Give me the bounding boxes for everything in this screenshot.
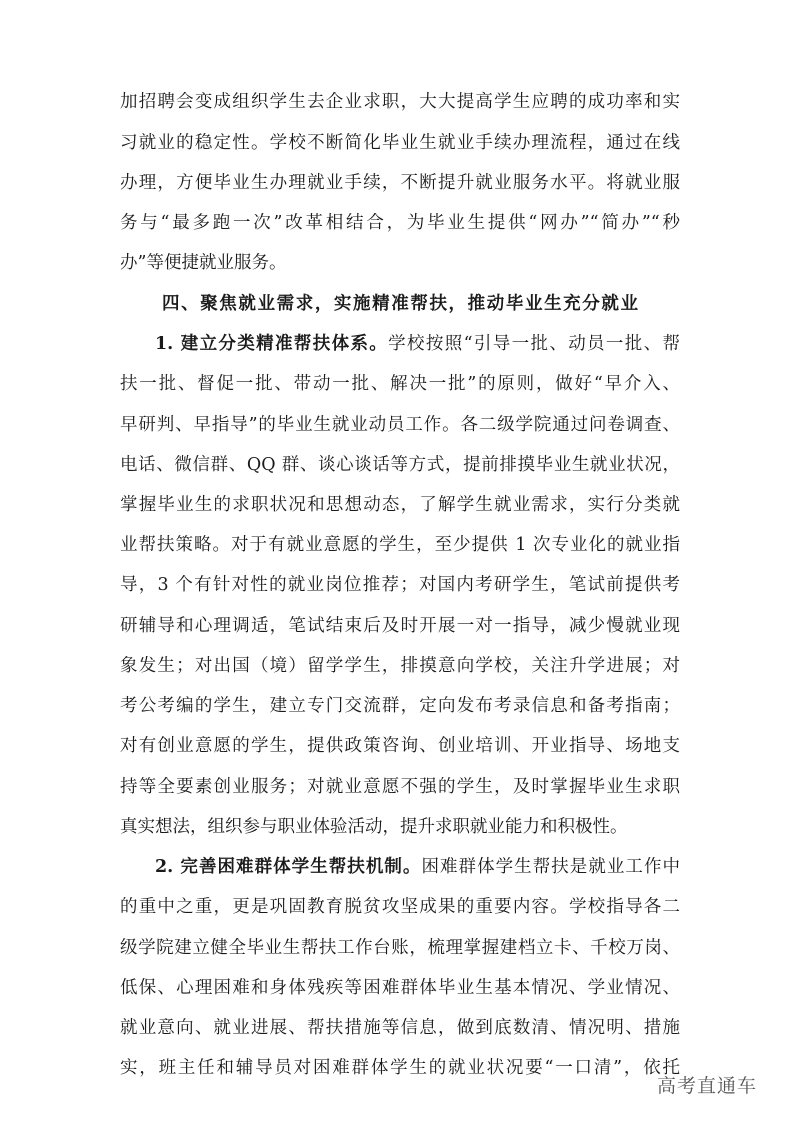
text-line: 象发生；对出国（境）留学学生，排摸意向学校，关注升学进展；对	[120, 656, 680, 676]
text-line: 导，3 个有针对性的就业岗位推荐；对国内考研学生，笔试前提供考	[120, 575, 680, 595]
text-line: 研辅导和心理调适，笔试结束后及时开展一对一指导，减少慢就业现	[120, 616, 680, 636]
subsection-text: 困难群体学生帮扶是就业工作中	[421, 857, 680, 877]
text-line: 电话、微信群、QQ 群、谈心谈话等方式，提前排摸毕业生就业状况，	[120, 455, 680, 475]
text-line: 办理，方便毕业生办理就业手续，不断提升就业服务水平。将就业服	[120, 173, 680, 193]
text-line: 扶一批、督促一批、带动一批、解决一批”的原则，做好“早介入、	[120, 374, 680, 394]
text-line: 级学院建立健全毕业生帮扶工作台账，梳理掌握建档立卡、千校万岗、	[120, 938, 680, 958]
subsection-text: 学校按照“引导一批、动员一批、帮	[388, 334, 680, 354]
text-line: 持等全要素创业服务；对就业意愿不强的学生，及时掌握毕业生求职	[120, 777, 680, 797]
section-heading: 四、聚焦就业需求，实施精准帮扶，推动毕业生充分就业	[162, 294, 638, 314]
text-line: 的重中之重，更是巩固教育脱贫攻坚成果的重要内容。学校指导各二	[120, 897, 680, 917]
text-line: 加招聘会变成组织学生去企业求职，大大提高学生应聘的成功率和实	[120, 92, 680, 112]
watermark: 高考直通车	[657, 1075, 758, 1097]
subsection-first-line	[155, 332, 680, 356]
text-line: 办”等便捷就业服务。	[120, 253, 287, 273]
text-line: 考公考编的学生，建立专门交流群，定向发布考录信息和备考指南；	[120, 696, 680, 716]
text-line: 对有创业意愿的学生，提供政策咨询、创业培训、开业指导、场地支	[120, 736, 680, 756]
subsection-title: 1. 建立分类精准帮扶体系。	[155, 334, 389, 354]
text-line: 业帮扶策略。对于有就业意愿的学生，至少提供 1 次专业化的就业指	[120, 535, 680, 555]
subsection-first-line	[155, 855, 680, 879]
text-line: 习就业的稳定性。学校不断简化毕业生就业手续办理流程，通过在线	[120, 133, 680, 153]
text-line: 低保、心理困难和身体残疾等困难群体毕业生基本情况、学业情况、	[120, 978, 680, 998]
subsection-title: 2. 完善困难群体学生帮扶机制。	[155, 857, 422, 877]
text-line: 实，班主任和辅导员对困难群体学生的就业状况要“一口清”，依托	[120, 1058, 680, 1078]
text-line: 就业意向、就业进展、帮扶措施等信息，做到底数清、情况明、措施	[120, 1018, 680, 1038]
text-line: 掌握毕业生的求职状况和思想动态，了解学生就业需求，实行分类就	[120, 495, 680, 515]
text-line: 真实想法，组织参与职业体验活动，提升求职就业能力和积极性。	[120, 817, 628, 837]
text-line: 务与“最多跑一次”改革相结合，为毕业生提供“网办”“简办”“秒	[120, 213, 680, 233]
text-line: 早研判、早指导”的毕业生就业动员工作。各二级学院通过问卷调查、	[120, 415, 680, 435]
